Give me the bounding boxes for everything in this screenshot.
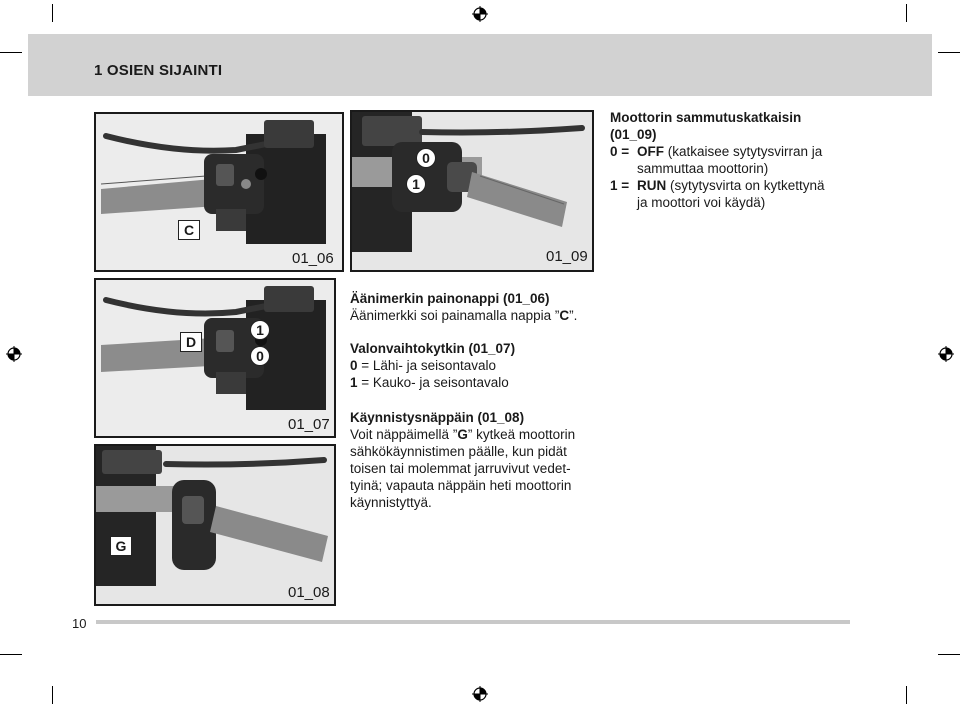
section-heading: Käynnistysnäppäin (01_08) [350,410,525,425]
lights-section [350,340,610,391]
crop-mark [906,4,907,22]
callout-1: 1 [406,174,426,194]
section-text: sähkökäynnistimen päälle, kun pidät [350,444,567,459]
definition-text: ja moottori voi käydä) [637,195,766,210]
starter-section [350,409,610,511]
definition-row-off-cont [610,160,890,177]
callout-c: C [178,220,200,240]
section-text: tyinä; vapauta näppäin heti moottorin [350,478,572,493]
callout-g: G [110,536,132,556]
handlebar-photo-image [352,112,592,270]
crop-mark [0,654,22,655]
figure-caption: 01_09 [546,248,588,265]
definition-row-off [610,143,890,160]
definition-key: 1 = [610,178,630,193]
figure-caption: 01_06 [292,250,334,267]
callout-0: 0 [416,148,436,168]
section-text: käynnistyttyä. [350,495,432,510]
definition-key: 0 = [610,144,630,159]
crop-mark [52,686,53,704]
crop-mark [906,686,907,704]
crop-mark [938,654,960,655]
definition-row-run [610,177,890,194]
crop-mark [938,52,960,53]
page-number: 10 [72,616,87,631]
page-title: 1 OSIEN SIJAINTI [94,62,223,79]
figure-caption: 01_07 [288,416,330,433]
figure-01-06 [94,112,344,272]
figure-01-08 [94,444,336,606]
section-text: toisen tai molemmat jarruvivut vedet- [350,461,571,476]
handlebar-photo-image [96,114,342,270]
figure-caption: 01_08 [288,584,330,601]
definition-text: RUN (sytytysvirta on kytkettynä [637,178,825,193]
footer-rule [96,620,850,624]
handlebar-photo-image [96,280,334,436]
kill-switch-section [610,109,890,211]
registration-mark-icon [6,346,22,362]
callout-d: D [180,332,202,352]
crop-mark [52,4,53,22]
figure-01-09 [350,110,594,272]
definition-text: sammuttaa moottorin) [637,161,769,176]
crop-mark [0,52,22,53]
figure-01-07 [94,278,336,438]
definition-row-run-cont [610,194,890,211]
section-header [28,34,932,96]
definition-text: OFF (katkaisee sytytysvirran ja [637,144,823,159]
horn-section [350,290,610,324]
callout-0: 0 [250,346,270,366]
section-heading: Valonvaihtokytkin (01_07) [350,341,516,356]
section-code: (01_09) [610,127,657,142]
definition-row: 1 = Kauko- ja seisontavalo [350,375,509,390]
section-text: Voit näppäimellä ”G” kytkeä moottorin [350,427,576,442]
registration-mark-icon [472,686,488,702]
section-text: Äänimerkki soi painamalla nappia ”C”. [350,308,578,323]
section-heading: Äänimerkin painonappi (01_06) [350,291,550,306]
registration-mark-icon [938,346,954,362]
handlebar-photo-image [96,446,334,604]
section-heading: Moottorin sammutuskatkaisin [610,110,802,125]
registration-mark-icon [472,6,488,22]
definition-row: 0 = Lähi- ja seisontavalo [350,358,496,373]
callout-1: 1 [250,320,270,340]
